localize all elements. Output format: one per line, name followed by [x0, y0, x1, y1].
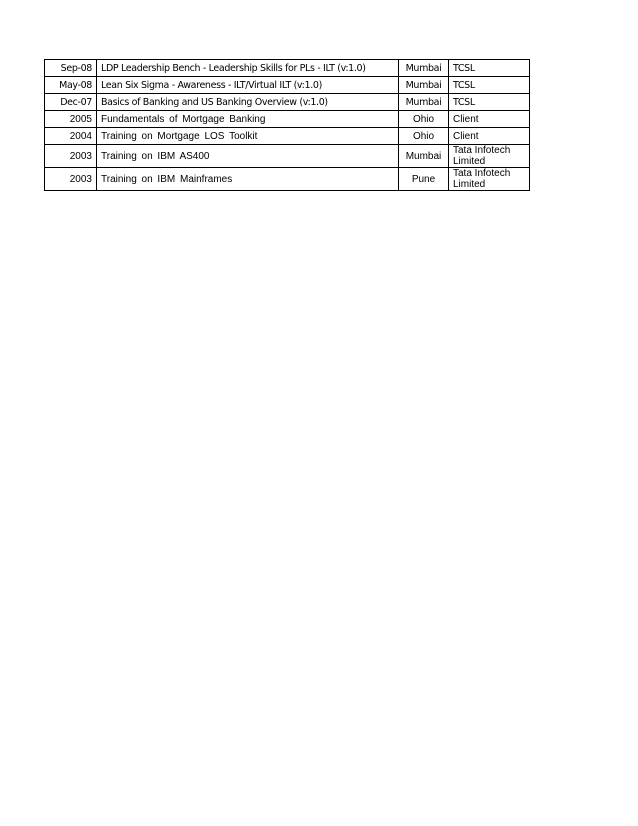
training-course: Training on Mortgage LOS Toolkit — [97, 128, 399, 145]
training-organization: Client — [449, 128, 530, 145]
training-location: Ohio — [399, 111, 449, 128]
table-row — [45, 94, 530, 111]
training-course: Fundamentals of Mortgage Banking — [97, 111, 399, 128]
training-location: Pune — [399, 168, 449, 191]
training-organization: TCSL — [449, 60, 530, 77]
table-row — [45, 60, 530, 77]
training-organization: TCSL — [449, 94, 530, 111]
table-row — [45, 77, 530, 94]
training-course: LDP Leadership Bench - Leadership Skills for PLs - ILT (v:1.0) — [97, 60, 399, 77]
training-date: Dec-07 — [45, 94, 97, 111]
training-date: 2004 — [45, 128, 97, 145]
training-date: May-08 — [45, 77, 97, 94]
training-location: Mumbai — [399, 60, 449, 77]
training-date: 2003 — [45, 168, 97, 191]
training-location: Mumbai — [399, 77, 449, 94]
training-location: Mumbai — [399, 94, 449, 111]
training-location: Mumbai — [399, 145, 449, 168]
training-course: Training on IBM Mainframes — [97, 168, 399, 191]
training-date: Sep-08 — [45, 60, 97, 77]
training-course: Lean Six Sigma - Awareness - ILT/Virtual ILT (v:1.0) — [97, 77, 399, 94]
table-row — [45, 145, 530, 168]
table-row — [45, 128, 530, 145]
table-row — [45, 168, 530, 191]
training-date: 2005 — [45, 111, 97, 128]
training-location: Ohio — [399, 128, 449, 145]
training-organization: Client — [449, 111, 530, 128]
training-organization: TCSL — [449, 77, 530, 94]
training-organization: Tata Infotech Limited — [449, 168, 530, 191]
training-course: Basics of Banking and US Banking Overview (v:1.0) — [97, 94, 399, 111]
training-course: Training on IBM AS400 — [97, 145, 399, 168]
training-date: 2003 — [45, 145, 97, 168]
training-organization: Tata Infotech Limited — [449, 145, 530, 168]
table-row — [45, 111, 530, 128]
training-table — [44, 59, 530, 191]
